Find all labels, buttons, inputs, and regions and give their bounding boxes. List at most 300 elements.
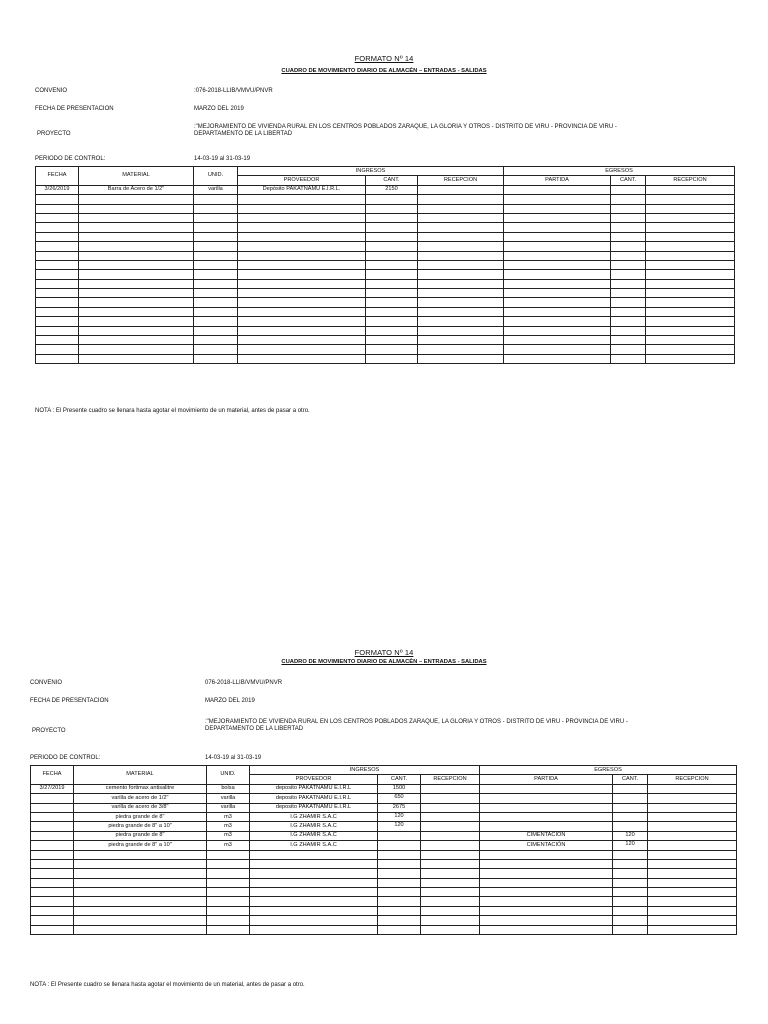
cell-cant: 2675 [378,803,421,812]
cell-fecha [36,326,79,335]
table-row [31,878,737,887]
cell-unid: bolsa [207,784,250,793]
cell-proveedor [238,270,366,279]
cell-recepcion-egreso [646,251,735,260]
cell-fecha: 3/27/2019 [31,784,74,793]
cell-recepcion-egreso [648,906,737,915]
cell-proveedor [238,204,366,213]
cell-proveedor [238,326,366,335]
cell-unid [207,888,250,897]
cell-unid [194,354,238,363]
table-row [31,831,737,840]
cell-cant [366,204,418,213]
cell-cant-egreso: 120 [613,841,648,850]
table-row [36,232,735,241]
cell-partida [504,185,611,194]
cell-partida [480,888,613,897]
table-row [36,336,735,345]
cell-proveedor [238,289,366,298]
cell-fecha [36,298,79,307]
proyecto-value [205,719,705,733]
cell-cant [378,831,421,840]
cell-cant-egreso [613,869,648,878]
cell-cant-egreso [611,289,646,298]
proyecto-label: PROYECTO [32,728,66,734]
cell-recepcion [421,897,480,906]
cell-cant [366,213,418,222]
cell-material: varilla de acero de 1/2" [74,794,207,803]
cell-partida [504,204,611,213]
cell-fecha [36,345,79,354]
cell-partida [504,289,611,298]
cell-recepcion [418,326,504,335]
cell-cant [366,270,418,279]
table-row [31,869,737,878]
cell-cant-egreso [611,279,646,288]
cell-material: cemento fortimax antisalitre [74,784,207,793]
table-row [36,354,735,363]
table-row [36,270,735,279]
cell-material: Barra de Acero de 1/2" [79,185,194,194]
cell-partida [480,812,613,821]
cell-cant-egreso [613,822,648,831]
cell-proveedor [238,232,366,241]
header-egresos: EGRESOS [504,167,735,176]
cell-recepcion-egreso [646,345,735,354]
cell-material [79,270,194,279]
table-row [36,317,735,326]
cell-recepcion [418,242,504,251]
cell-recepcion-egreso [646,307,735,316]
cell-fecha [31,906,74,915]
table-row [36,279,735,288]
cell-partida [504,326,611,335]
fecha-presentacion-value: MARZO DEL 2019 [194,106,244,112]
cell-proveedor [238,307,366,316]
cell-recepcion-egreso [646,289,735,298]
cell-unid [194,307,238,316]
cell-fecha [31,803,74,812]
form-subtitle: CUADRO DE MOVIMIENTO DIARIO DE ALMACÉN – ENTRADAS - SALIDAS [281,659,487,665]
cell-cant [378,916,421,925]
cell-material [79,336,194,345]
cell-partida [480,794,613,803]
cell-unid: m3 [207,831,250,840]
cell-recepcion [418,204,504,213]
cell-cant [366,251,418,260]
cell-unid [194,326,238,335]
cell-material [79,204,194,213]
cell-partida [504,223,611,232]
cell-partida [480,859,613,868]
footnote: NOTA : El Presente cuadro se llenara hasta agotar el movimiento de un material, antes de pasar a otro. [30,982,305,988]
cell-partida [504,260,611,269]
cell-material [79,260,194,269]
cell-proveedor [238,260,366,269]
cell-cant [366,354,418,363]
cell-proveedor [250,850,378,859]
cell-recepcion-egreso [648,859,737,868]
cell-recepcion-egreso [648,850,737,859]
cell-recepcion-egreso [648,841,737,850]
cell-proveedor [238,195,366,204]
cell-cant-egreso [611,242,646,251]
cell-fecha [36,213,79,222]
cell-recepcion-egreso [646,260,735,269]
cell-cant-egreso [611,317,646,326]
cell-proveedor [238,336,366,345]
cell-recepcion-egreso [648,888,737,897]
cell-material [79,213,194,222]
header-material: MATERIAL [74,766,207,785]
cell-unid [207,916,250,925]
table-row [31,859,737,868]
cell-recepcion-egreso [648,812,737,821]
cell-proveedor: Depósito PAKATNAMU E.I.R.L. [238,185,366,194]
cell-fecha [31,888,74,897]
cell-partida [480,916,613,925]
cell-cant-egreso [611,326,646,335]
cell-proveedor: deposito PAKATNAMU E.I.R.L [250,794,378,803]
cell-fecha [36,354,79,363]
cell-partida [504,270,611,279]
cell-fecha [31,794,74,803]
cell-material [79,345,194,354]
table-row [36,307,735,316]
header-recepcion-egreso: RECEPCION [646,176,735,185]
cell-material [74,906,207,915]
cell-unid [194,251,238,260]
cell-recepcion-egreso [646,326,735,335]
cell-cant [378,906,421,915]
cell-material [79,279,194,288]
cell-unid [194,223,238,232]
cell-cant-egreso [611,232,646,241]
cell-recepcion-egreso [646,317,735,326]
cell-cant-egreso [611,185,646,194]
cell-partida [504,279,611,288]
header-cant: CANT. [378,775,421,784]
cell-proveedor [238,298,366,307]
header-recepcion-egreso: RECEPCION [648,775,737,784]
cell-recepcion [418,213,504,222]
cell-material [79,354,194,363]
cell-material: piedra grande de 8" [74,812,207,821]
periodo-value: 14-03-19 al 31-03-19 [194,156,251,162]
proyecto-line-2: DEPARTAMENTO DE LA LIBERTAD [194,131,293,138]
cell-unid [194,336,238,345]
cell-unid [207,925,250,934]
convenio-label: CONVENIO [30,680,63,686]
cell-material [74,925,207,934]
cell-material: piedra grande de 8" a 10" [74,822,207,831]
cell-cant [366,242,418,251]
form-title: FORMATO Nº 14 [354,54,414,63]
cell-recepcion-egreso [646,242,735,251]
cell-proveedor [250,897,378,906]
cell-cant-egreso [613,888,648,897]
table-row [31,794,737,803]
cell-cant-egreso [613,812,648,821]
cell-cant-egreso [611,204,646,213]
cell-recepcion-egreso [646,195,735,204]
cell-fecha [36,307,79,316]
table-row [31,850,737,859]
cell-cant [378,888,421,897]
cell-proveedor [238,251,366,260]
cell-cant-egreso [611,195,646,204]
cell-partida [504,213,611,222]
cell-fecha [31,841,74,850]
cell-unid: m3 [207,812,250,821]
table-row [36,185,735,194]
cell-proveedor [250,925,378,934]
cell-material [79,223,194,232]
cell-recepcion [418,270,504,279]
cell-cant-egreso [613,906,648,915]
cell-partida [504,298,611,307]
form-title: FORMATO Nº 14 [354,648,414,657]
cell-cant [366,260,418,269]
cell-recepcion [418,232,504,241]
cell-cant [378,850,421,859]
cell-cant-egreso [613,794,648,803]
cell-unid [207,850,250,859]
cell-material [79,289,194,298]
cell-cant-egreso [613,916,648,925]
cell-proveedor [238,279,366,288]
cell-material [74,878,207,887]
cell-material: piedra grande de 8" [74,831,207,840]
cell-unid [207,878,250,887]
cell-fecha [31,869,74,878]
cell-recepcion [418,223,504,232]
cell-cant [378,869,421,878]
cell-recepcion-egreso [648,794,737,803]
cell-recepcion-egreso [648,897,737,906]
cell-fecha [36,260,79,269]
cell-recepcion [421,850,480,859]
cell-unid [194,232,238,241]
cell-unid [194,289,238,298]
cell-recepcion [421,925,480,934]
cell-unid [194,195,238,204]
cell-fecha [36,232,79,241]
table-row [31,925,737,934]
cell-recepcion [418,279,504,288]
movement-table [30,765,737,935]
cell-fecha [31,812,74,821]
cell-proveedor: deposito PAKATNAMU E.I.R.L [250,803,378,812]
cell-proveedor [238,213,366,222]
cell-fecha [31,916,74,925]
cell-unid [207,897,250,906]
cell-material [79,326,194,335]
cell-proveedor [250,906,378,915]
cell-unid [194,270,238,279]
movement-table [35,166,735,364]
cell-proveedor [238,242,366,251]
cell-material [74,916,207,925]
table-row [31,822,737,831]
cell-partida [480,925,613,934]
convenio-label: CONVENIO [35,88,68,94]
periodo-value: 14-03-19 al 31-03-19 [205,755,262,761]
cell-recepcion [418,307,504,316]
cell-partida [504,251,611,260]
header-egresos: EGRESOS [480,766,737,775]
cell-unid [194,345,238,354]
proyecto-line-1: :"MEJORAMIENTO DE VIVIENDA RURAL EN LOS CENTROS POBLADOS ZARAQUE, LA GLORIA Y OTROS - DISTRITO DE VIRU - PROVINCIA DE VIRU - [205,719,628,725]
cell-unid [207,869,250,878]
cell-proveedor [250,916,378,925]
table-row [36,223,735,232]
header-unid: UNID. [194,167,238,186]
cell-cant-egreso [613,784,648,793]
cell-partida [504,307,611,316]
cell-cant [378,878,421,887]
cell-cant [366,232,418,241]
cell-unid [194,242,238,251]
cell-fecha [36,270,79,279]
cell-unid [194,298,238,307]
cell-proveedor: deposito PAKATNAMU E.I.R.L [250,784,378,793]
cell-fecha [36,317,79,326]
cell-material [79,298,194,307]
cell-fecha [36,195,79,204]
cell-partida [480,784,613,793]
cell-partida [504,354,611,363]
cell-recepcion-egreso [648,831,737,840]
cell-cant [366,317,418,326]
table-row [36,326,735,335]
cell-cant-egreso [611,307,646,316]
cell-cant [366,195,418,204]
cell-partida [504,345,611,354]
cell-material [79,242,194,251]
cell-partida [504,317,611,326]
table-row [36,242,735,251]
cell-unid: varilla [207,794,250,803]
cell-partida [504,232,611,241]
cell-fecha [36,242,79,251]
cell-partida [480,803,613,812]
cell-recepcion [418,251,504,260]
cell-recepcion [418,260,504,269]
cell-unid [207,859,250,868]
cell-cant-egreso [613,859,648,868]
cell-recepcion [421,888,480,897]
header-fecha: FECHA [31,766,74,785]
cell-recepcion-egreso [646,336,735,345]
proyecto-line-2: DEPARTAMENTO DE LA LIBERTAD [205,726,304,733]
cell-partida [504,336,611,345]
cell-recepcion-egreso [646,223,735,232]
fecha-presentacion-label: FECHA DE PRESENTACION [30,698,109,704]
header-fecha: FECHA [36,167,79,186]
cell-recepcion [421,803,480,812]
header-ingresos: INGRESOS [250,766,480,775]
cell-partida: CIMENTACIÓN [480,831,613,840]
cell-material [79,251,194,260]
table-row [31,888,737,897]
cell-recepcion [421,869,480,878]
cell-unid [194,204,238,213]
table-row [36,345,735,354]
header-recepcion: RECEPCION [421,775,480,784]
table-row [31,841,737,850]
cell-proveedor: I.G ZHAMIR S.A.C [250,841,378,850]
cell-material: varilla de acero de 3/8" [74,803,207,812]
header-proveedor: PROVEEDOR [238,176,366,185]
header-material: MATERIAL [79,167,194,186]
cell-recepcion-egreso [648,925,737,934]
cell-recepcion-egreso [648,784,737,793]
cell-cant-egreso [611,345,646,354]
cell-cant-egreso [613,803,648,812]
table-row [31,812,737,821]
cell-fecha [31,925,74,934]
cell-cant-egreso [611,336,646,345]
cell-recepcion-egreso [648,916,737,925]
proyecto-label: PROYECTO [37,131,71,137]
cell-partida [480,897,613,906]
cell-recepcion-egreso [648,878,737,887]
cell-cant-egreso [613,878,648,887]
table-row [36,251,735,260]
cell-proveedor [238,223,366,232]
convenio-value: 076-2018-LLIB/VMVU/PNVR [205,680,283,686]
cell-recepcion-egreso [646,204,735,213]
cell-recepcion-egreso [646,185,735,194]
cell-cant: 2150 [366,185,418,194]
cell-material [74,859,207,868]
table-row [31,916,737,925]
cell-recepcion [421,916,480,925]
cell-unid [194,279,238,288]
cell-fecha [31,822,74,831]
cell-partida [504,242,611,251]
cell-recepcion-egreso [646,354,735,363]
header-proveedor: PROVEEDOR [250,775,378,784]
cell-unid: m3 [207,822,250,831]
cell-unid [207,906,250,915]
proyecto-line-1: :"MEJORAMIENTO DE VIVIENDA RURAL EN LOS CENTROS POBLADOS ZARAQUE, LA GLORIA Y OTROS - DISTRITO DE VIRU - PROVINCIA DE VIRU - [194,124,617,130]
cell-partida [480,906,613,915]
cell-recepcion [418,345,504,354]
table-row [31,897,737,906]
table-row [36,298,735,307]
cell-partida [480,878,613,887]
fecha-presentacion-value: MARZO DEL 2019 [205,698,255,704]
cell-cant-egreso [611,260,646,269]
cell-proveedor [250,869,378,878]
cell-cant [366,345,418,354]
header-ingresos: INGRESOS [238,167,504,176]
cell-cant-egreso [613,850,648,859]
cell-fecha [36,204,79,213]
cell-cant [366,326,418,335]
cell-cant: 120 [378,812,421,821]
cell-cant-egreso [611,298,646,307]
table-row [36,195,735,204]
cell-recepcion [418,289,504,298]
cell-recepcion [421,906,480,915]
cell-proveedor: I.G ZHAMIR S.A.C [250,822,378,831]
cell-recepcion [421,822,480,831]
cell-recepcion [421,812,480,821]
cell-recepcion [418,336,504,345]
